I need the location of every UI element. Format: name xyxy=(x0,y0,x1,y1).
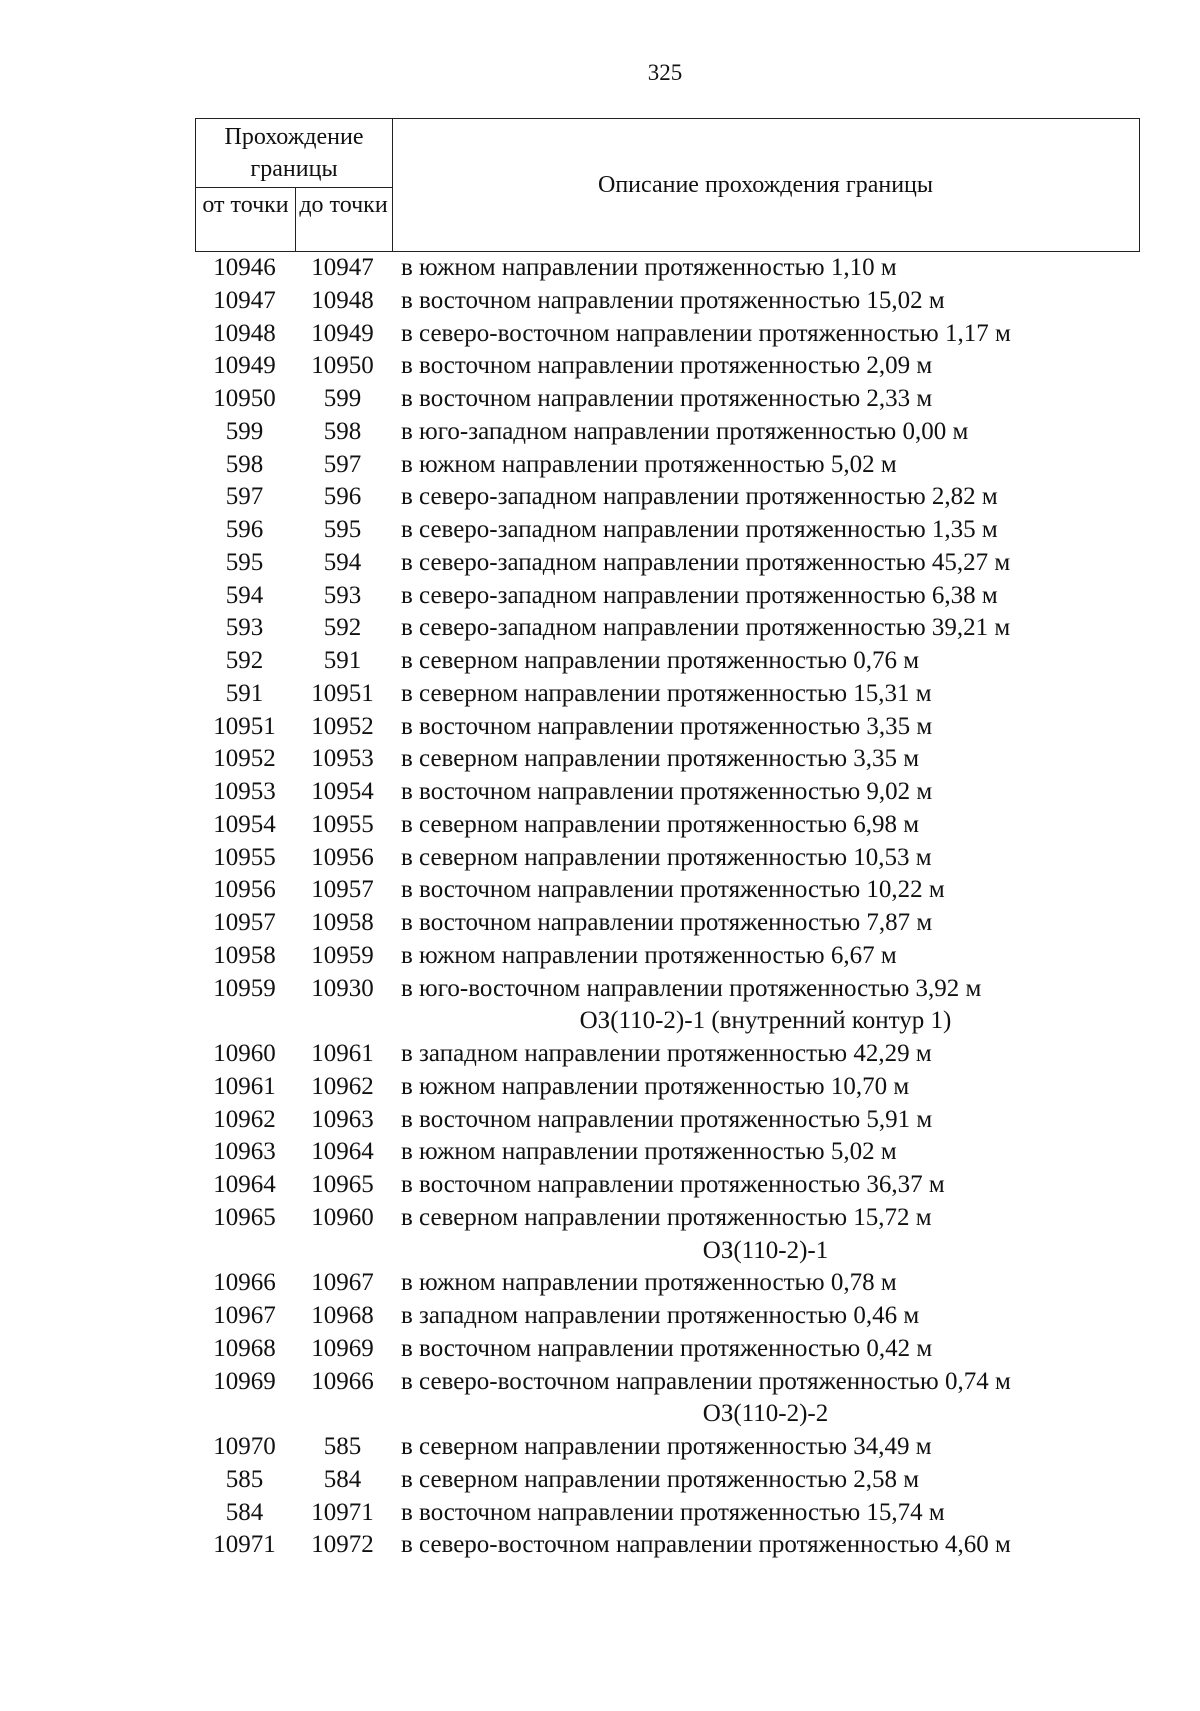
table-row xyxy=(195,1464,1140,1497)
to-point-cell: 585 xyxy=(323,1433,362,1460)
from-point-cell: 596 xyxy=(225,516,264,543)
description-cell: в северо-восточном направлении протяженностью 4,60 м xyxy=(401,1531,1011,1559)
to-point-cell: 584 xyxy=(323,1465,362,1493)
table-row xyxy=(195,449,1140,482)
table-row xyxy=(195,874,1140,907)
table-header xyxy=(195,118,1140,252)
table-row xyxy=(195,547,1140,580)
description-cell: в восточном направлении протяженностью 15,02 м xyxy=(401,286,945,314)
from-point-cell: 10970 xyxy=(213,1433,276,1460)
table-row xyxy=(195,1267,1140,1300)
to-point-cell: 10967 xyxy=(311,1269,374,1297)
from-point-cell: 10960 xyxy=(213,1040,276,1067)
header-from-label: от точки xyxy=(202,192,289,218)
from-point-cell: 10956 xyxy=(213,876,276,904)
to-point-cell: 594 xyxy=(323,548,362,576)
table-row xyxy=(195,1529,1140,1562)
from-point-cell: 10971 xyxy=(213,1531,276,1559)
table-row xyxy=(195,973,1140,1006)
boundary-table xyxy=(195,118,1140,1562)
from-point-cell: 10957 xyxy=(213,909,276,936)
table-row xyxy=(195,612,1140,645)
from-point-cell: 10953 xyxy=(213,778,276,805)
to-point-cell: 597 xyxy=(323,450,362,478)
description-cell: в северном направлении протяженностью 34,49 м xyxy=(401,1433,932,1460)
section-heading-row xyxy=(195,1398,1140,1431)
to-point-cell: 595 xyxy=(323,516,362,543)
from-point-cell: 10947 xyxy=(213,286,276,314)
from-point-cell: 598 xyxy=(225,450,264,478)
from-point-cell: 10968 xyxy=(213,1334,276,1362)
table-row xyxy=(195,776,1140,809)
to-point-cell: 10948 xyxy=(311,286,374,314)
from-point-cell: 10951 xyxy=(213,712,276,740)
to-point-cell: 10958 xyxy=(311,909,374,936)
from-point-cell: 599 xyxy=(225,417,264,445)
to-point-cell: 10951 xyxy=(311,679,374,707)
from-point-cell: 597 xyxy=(225,483,264,511)
description-cell: в западном направлении протяженностью 0,46 м xyxy=(401,1302,920,1329)
from-point-cell: 10966 xyxy=(213,1269,276,1297)
from-point-cell: 10948 xyxy=(213,319,276,347)
description-cell: в северо-восточном направлении протяженностью 1,17 м xyxy=(401,319,1011,347)
description-cell: в северном направлении протяженностью 15,31 м xyxy=(401,679,932,707)
description-cell: в северном направлении протяженностью 2,58 м xyxy=(401,1465,920,1493)
from-point-cell: 10969 xyxy=(213,1367,276,1395)
table-row xyxy=(195,416,1140,449)
to-point-cell: 10963 xyxy=(311,1105,374,1133)
table-body xyxy=(195,252,1140,1562)
to-point-cell: 10965 xyxy=(311,1171,374,1198)
to-point-cell: 10956 xyxy=(311,843,374,871)
to-point-cell: 10953 xyxy=(311,745,374,773)
from-point-cell: 10954 xyxy=(213,810,276,838)
to-point-cell: 10955 xyxy=(311,810,374,838)
description-cell: в юго-западном направлении протяженностью 0,00 м xyxy=(401,417,969,445)
header-divider xyxy=(196,187,392,188)
description-cell: в северном направлении протяженностью 10,53 м xyxy=(401,843,932,871)
from-point-cell: 10959 xyxy=(213,974,276,1002)
table-row xyxy=(195,1136,1140,1169)
from-point-cell: 10961 xyxy=(213,1072,276,1100)
from-point-cell: 591 xyxy=(225,679,264,707)
to-point-cell: 10949 xyxy=(311,319,374,347)
table-row xyxy=(195,940,1140,973)
from-point-cell: 10950 xyxy=(213,385,276,412)
description-cell: в восточном направлении протяженностью 2,33 м xyxy=(401,385,933,412)
to-point-cell: 10960 xyxy=(311,1203,374,1231)
to-point-cell: 10966 xyxy=(311,1367,374,1395)
description-cell: в северо-восточном направлении протяженностью 0,74 м xyxy=(401,1367,1011,1395)
description-cell: в южном направлении протяженностью 10,70 м xyxy=(401,1072,910,1100)
to-point-cell: 10954 xyxy=(311,778,374,805)
table-row xyxy=(195,318,1140,351)
to-point-cell: 592 xyxy=(323,614,362,642)
from-point-cell: 585 xyxy=(225,1465,264,1493)
from-point-cell: 10963 xyxy=(213,1138,276,1166)
table-row xyxy=(195,1071,1140,1104)
to-point-cell: 10964 xyxy=(311,1138,374,1166)
from-point-cell: 10949 xyxy=(213,352,276,380)
to-point-cell: 10961 xyxy=(311,1040,374,1067)
to-point-cell: 10930 xyxy=(311,974,374,1002)
table-row xyxy=(195,1431,1140,1464)
description-cell: в северном направлении протяженностью 0,76 м xyxy=(401,647,920,674)
header-to-label: до точки xyxy=(299,192,388,218)
description-cell: в северном направлении протяженностью 6,98 м xyxy=(401,810,920,838)
to-point-cell: 599 xyxy=(323,385,362,412)
section-heading-row xyxy=(195,1235,1140,1268)
table-row xyxy=(195,743,1140,776)
from-point-cell: 10967 xyxy=(213,1302,276,1329)
description-cell: в южном направлении протяженностью 5,02 м xyxy=(401,450,897,478)
description-cell: в северном направлении протяженностью 15,72 м xyxy=(401,1203,932,1231)
table-row xyxy=(195,809,1140,842)
from-point-cell: 595 xyxy=(225,548,264,576)
header-group-label: Прохождение границы xyxy=(224,124,364,182)
section-heading: ОЗ(110-2)-1 xyxy=(702,1236,829,1264)
description-cell: в восточном направлении протяженностью 2,09 м xyxy=(401,352,933,380)
header-description-label: Описание прохождения границы xyxy=(597,172,933,198)
to-point-cell: 10947 xyxy=(311,254,374,281)
to-point-cell: 10952 xyxy=(311,712,374,740)
description-cell: в восточном направлении протяженностью 5,91 м xyxy=(401,1105,933,1133)
to-point-cell: 10968 xyxy=(311,1302,374,1329)
from-point-cell: 10965 xyxy=(213,1203,276,1231)
description-cell: в северо-западном направлении протяженностью 6,38 м xyxy=(401,581,998,609)
table-row xyxy=(195,645,1140,678)
description-cell: в восточном направлении протяженностью 7,87 м xyxy=(401,909,933,936)
description-cell: в западном направлении протяженностью 42,29 м xyxy=(401,1040,932,1067)
from-point-cell: 10946 xyxy=(213,254,276,281)
description-cell: в южном направлении протяженностью 6,67 м xyxy=(401,941,897,969)
to-point-cell: 10950 xyxy=(311,352,374,380)
description-cell: в восточном направлении протяженностью 9,02 м xyxy=(401,778,933,805)
description-cell: в восточном направлении протяженностью 3,35 м xyxy=(401,712,933,740)
from-point-cell: 10952 xyxy=(213,745,276,773)
to-point-cell: 10972 xyxy=(311,1531,374,1559)
table-row xyxy=(195,842,1140,875)
table-row xyxy=(195,907,1140,940)
description-cell: в северо-западном направлении протяженностью 39,21 м xyxy=(401,614,1011,642)
description-cell: в южном направлении протяженностью 0,78 м xyxy=(401,1269,897,1297)
table-row xyxy=(195,514,1140,547)
table-row xyxy=(195,1202,1140,1235)
table-row xyxy=(195,350,1140,383)
table-row xyxy=(195,1038,1140,1071)
table-row xyxy=(195,252,1140,285)
description-cell: в северо-западном направлении протяженностью 45,27 м xyxy=(401,548,1011,576)
description-cell: в южном направлении протяженностью 5,02 м xyxy=(401,1138,897,1166)
description-cell: в восточном направлении протяженностью 36,37 м xyxy=(401,1171,945,1198)
description-cell: в северо-западном направлении протяженностью 2,82 м xyxy=(401,483,998,511)
table-row xyxy=(195,285,1140,318)
to-point-cell: 10969 xyxy=(311,1334,374,1362)
from-point-cell: 10962 xyxy=(213,1105,276,1133)
table-row xyxy=(195,1366,1140,1399)
table-row xyxy=(195,1169,1140,1202)
description-cell: в юго-восточном направлении протяженностью 3,92 м xyxy=(401,974,982,1002)
to-point-cell: 593 xyxy=(323,581,362,609)
description-cell: в южном направлении протяженностью 1,10 м xyxy=(401,254,897,281)
table-row xyxy=(195,1300,1140,1333)
description-cell: в северном направлении протяженностью 3,35 м xyxy=(401,745,920,773)
from-point-cell: 10958 xyxy=(213,941,276,969)
from-point-cell: 10964 xyxy=(213,1171,276,1198)
description-cell: в восточном направлении протяженностью 10,22 м xyxy=(401,876,945,904)
table-row xyxy=(195,1497,1140,1530)
description-cell: в восточном направлении протяженностью 0,42 м xyxy=(401,1334,933,1362)
description-cell: в восточном направлении протяженностью 15,74 м xyxy=(401,1498,945,1526)
to-point-cell: 10957 xyxy=(311,876,374,904)
page-number: 325 xyxy=(647,60,683,85)
to-point-cell: 10959 xyxy=(311,941,374,969)
to-point-cell: 591 xyxy=(323,647,362,674)
to-point-cell: 598 xyxy=(323,417,362,445)
to-point-cell: 10971 xyxy=(311,1498,374,1526)
table-row xyxy=(195,481,1140,514)
from-point-cell: 594 xyxy=(225,581,264,609)
from-point-cell: 10955 xyxy=(213,843,276,871)
description-cell: в северо-западном направлении протяженностью 1,35 м xyxy=(401,516,998,543)
from-point-cell: 592 xyxy=(225,647,264,674)
table-row xyxy=(195,1333,1140,1366)
from-point-cell: 593 xyxy=(225,614,264,642)
from-point-cell: 584 xyxy=(225,1498,264,1526)
table-row xyxy=(195,1104,1140,1137)
table-row xyxy=(195,678,1140,711)
section-heading: ОЗ(110-2)-1 (внутренний контур 1) xyxy=(579,1007,952,1035)
section-heading: ОЗ(110-2)-2 xyxy=(702,1400,829,1428)
section-heading-row xyxy=(195,1005,1140,1038)
table-row xyxy=(195,383,1140,416)
table-row xyxy=(195,580,1140,613)
to-point-cell: 10962 xyxy=(311,1072,374,1100)
table-row xyxy=(195,711,1140,744)
to-point-cell: 596 xyxy=(323,483,362,511)
